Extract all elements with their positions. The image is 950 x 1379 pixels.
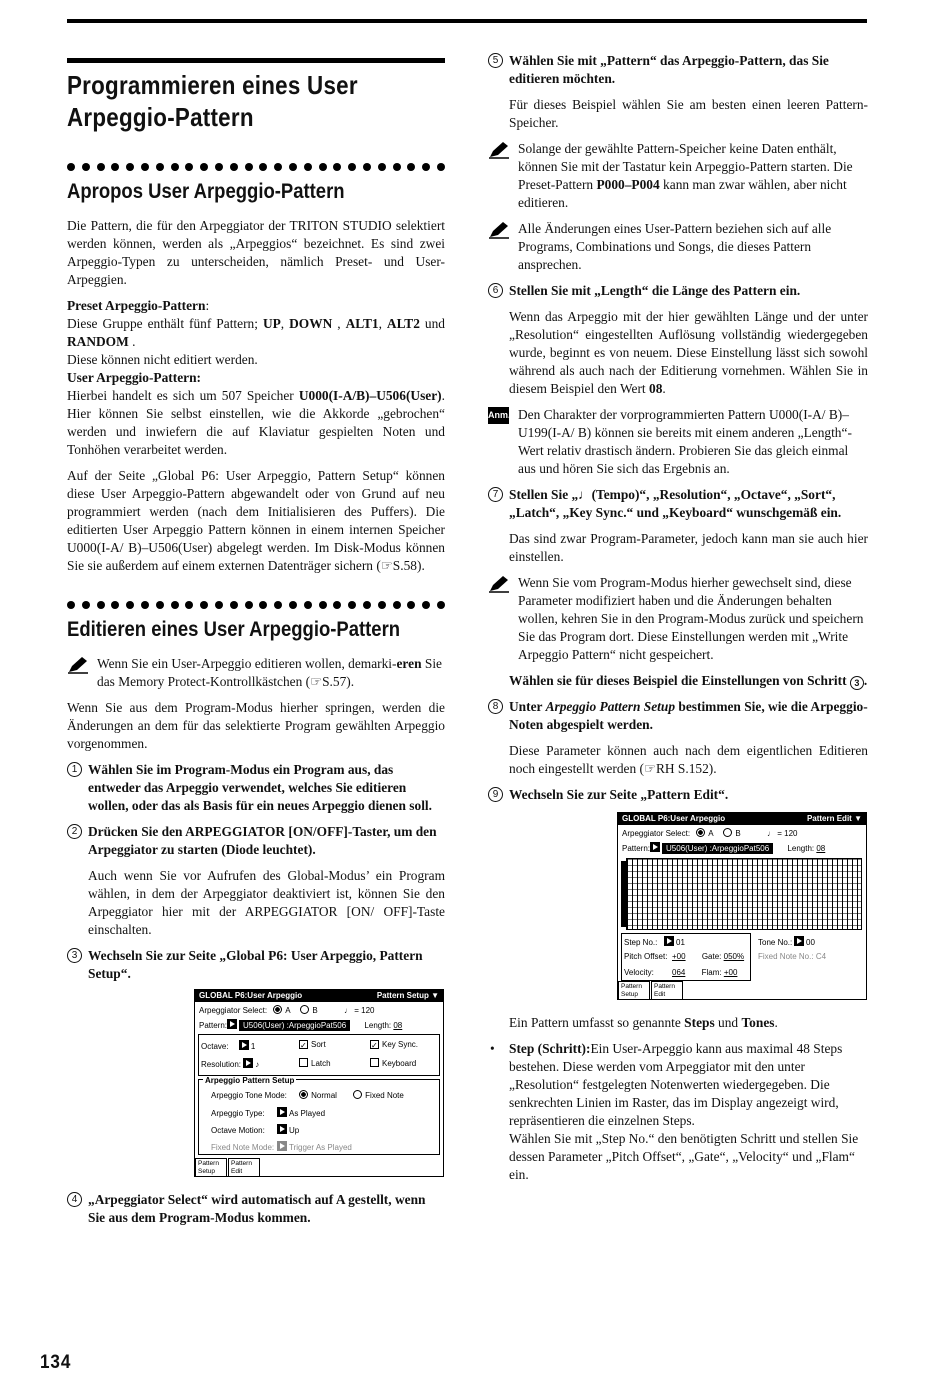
section-title-apropos: Apropos User Arpeggio-Pattern: [67, 180, 345, 203]
pencil-note-icon: [67, 656, 89, 674]
tone-fixed-radio[interactable]: [353, 1090, 362, 1099]
program-mode-paragraph: Wenn Sie aus dem Program-Modus hierher springen, werden die Änderungen an dem für das selektierte Program gewählten Arpeggio vorgenommen.: [67, 700, 445, 751]
page-number: 134: [40, 1352, 72, 1373]
note-memory-protect: [67, 655, 445, 691]
lcd2-arp-select-row: [622, 828, 797, 839]
step6-value: 08: [649, 381, 663, 396]
lcd2-tabs: [618, 981, 684, 999]
lcd1-motion-row: [211, 1124, 299, 1136]
lcd1-keysync: Key Sync.: [382, 1040, 419, 1049]
section-title-editieren: Editieren eines User Arpeggio-Pattern: [67, 618, 401, 641]
lcd1-octave-label: Octave:: [201, 1042, 229, 1051]
radio-a[interactable]: [273, 1005, 282, 1014]
lcd1-length-value[interactable]: 08: [393, 1021, 403, 1030]
anm-text: Den Charakter der vorprogrammierten Pattern U000(I-A/ B)–U199(I-A/ B) können sie bereits mit einem anderen „Length“-Wert relativ drastisch ändern. Probieren Sie das gleich einmal aus und hören Sie sich das Ergebnis an.: [518, 407, 852, 476]
lcd1-tone-label: Arpeggio Tone Mode:: [211, 1091, 287, 1100]
lcd1-motion-label: Octave Motion:: [211, 1126, 265, 1135]
lcd1-resolution-value: ♪: [255, 1060, 260, 1069]
bullet-step-label: Step (Schritt):: [509, 1041, 591, 1056]
preset-alt2: ALT2: [386, 316, 420, 331]
tab-pattern-edit[interactable]: Pattern Edit: [228, 1158, 260, 1176]
note-empty-pattern: [488, 140, 868, 212]
sort-checkbox[interactable]: ✓: [300, 1041, 307, 1050]
step4-number: 4: [67, 1192, 82, 1207]
example-step-number: 3: [850, 676, 864, 690]
preset-note: Diese können nicht editiert werden.: [67, 352, 258, 367]
step6-description: [488, 308, 868, 398]
lcd1-tone-normal: Normal: [311, 1091, 337, 1100]
step-1: [67, 761, 445, 815]
step-3: [67, 947, 445, 983]
step8-description: Diese Parameter können auch nach dem eigentlichen Editieren noch eingestellt werden (☞RH S.152).: [509, 743, 868, 776]
pencil-note-icon: [488, 221, 510, 239]
lcd1-tone-row: [211, 1090, 404, 1101]
lcd1-latch: Latch: [311, 1059, 331, 1068]
preset-dot: .: [128, 334, 136, 349]
section-dots-2: [67, 601, 445, 609]
step1-number: 1: [67, 762, 82, 777]
after-text-a: Ein Pattern umfasst so genannte: [509, 1015, 685, 1030]
step6-desc-a: Wenn das Arpeggio mit der hier gewählten Länge und der unter „Resolution“ eingestellten Auflösung vollständig wiedergegeben wurde, beginnt es von neuem. Diese Einstellung lässt sich sowohl während als auch nach der Editierung vornehmen. Wählen Sie in diesem Beispiel den Wert: [509, 309, 868, 396]
user-heading: User Arpeggio-Pattern:: [67, 370, 201, 385]
lcd1-title: GLOBAL P6:User Arpeggio: [199, 991, 303, 1000]
page-title-line2: Arpeggio-Pattern: [67, 102, 254, 132]
step7-description: Das sind zwar Program-Parameter, jedoch kann man sie auch hier einstellen.: [509, 531, 868, 564]
lcd1-tabs: [195, 1158, 261, 1176]
step4-text: „Arpeggiator Select“ wird automatisch auf A gestellt, wenn Sie aus dem Program-Modus kommen.: [88, 1192, 426, 1225]
lcd1-pattern-label: Pattern:: [199, 1021, 228, 1030]
page-menu-icon[interactable]: ▼: [854, 814, 862, 823]
fixed-select-icon: [277, 1141, 287, 1151]
lcd2-arp-select-label: Arpeggiator Select:: [622, 829, 691, 838]
step5-text: Wählen Sie mit „Pattern“ das Arpeggio-Pattern, das Sie editieren möchten.: [509, 53, 829, 86]
lcd2-velocity-row: [624, 968, 737, 978]
step7-text: Stellen Sie „♩(Tempo)“, „Resolution“, „Octave“, „Sort“, „Latch“, „Key Sync.“ und „Keyboard“ wunschgemäß ein.: [509, 487, 842, 520]
lcd1-titlebar: [195, 990, 443, 1002]
lcd1-length-label: Length:: [364, 1021, 392, 1030]
page-title-line1: Programmieren eines User: [67, 70, 358, 100]
step8-italic: Arpeggio Pattern Setup: [545, 699, 676, 714]
step8-text-b: bestimmen Sie, wie die Arpeggio-Noten abgespielt werden.: [509, 699, 868, 732]
lcd2-velocity-value[interactable]: 064: [672, 968, 686, 977]
lcd-pattern-edit: [617, 812, 867, 1000]
lcd2-page: Pattern Edit: [806, 814, 852, 823]
lcd1-fixed-label: Fixed Note Mode:: [211, 1143, 275, 1152]
lcd1-sort: Sort: [311, 1040, 326, 1049]
pencil-note-icon: [488, 575, 510, 593]
after-steps: Steps: [684, 1015, 715, 1030]
lcd2-arp-a: A: [708, 829, 714, 838]
bullet-step: [488, 1040, 868, 1184]
step7-number: 7: [488, 487, 503, 502]
step-7: [488, 486, 868, 522]
lcd2-length-value[interactable]: 08: [816, 844, 826, 853]
right-column: [488, 52, 868, 1184]
note-program-params: [488, 574, 868, 664]
step1-text: Wählen Sie im Program-Modus ein Program aus, das entweder das Arpeggio verwendet, welches Sie editieren wollen, oder das als Basis für ein neues Arpeggio dienen soll.: [88, 762, 432, 813]
lcd1-latch-row: [299, 1058, 331, 1069]
user-text-a: Hierbei handelt es sich um 507 Speicher: [67, 388, 299, 403]
preset-colon: :: [205, 298, 210, 313]
preset-sep1: ,: [280, 316, 290, 331]
step-2: [67, 823, 445, 859]
note1-text-a: Wenn Sie ein User-Arpeggio editieren wollen, demarki-: [97, 656, 397, 671]
step-9: [488, 786, 868, 804]
lcd2-pattern-row: [622, 842, 825, 854]
step-5: [488, 52, 868, 88]
note-anm: [488, 406, 868, 478]
lcd2-tempo[interactable]: ♩ = 120: [767, 829, 798, 838]
radio-a[interactable]: [696, 828, 705, 837]
step-6: [488, 282, 868, 300]
step2-number: 2: [67, 824, 82, 839]
step2-text: Drücken Sie den ARPEGGIATOR [ON/OFF]-Taster, um den Arpeggiator zu starten (Diode leuchtet).: [88, 824, 437, 857]
step5-number: 5: [488, 53, 503, 68]
user-text-b: . Hier können Sie selbst einstellen, wie die Akkorde „gebrochen“ werden und inwiefern die auf Klaviatur gespielten Noten und Tonhöhen verarbeitet werden.: [67, 388, 445, 457]
tab-pattern-setup[interactable]: Pattern Setup: [618, 981, 650, 999]
lcd2-stepno-value: 01: [676, 938, 685, 947]
preset-alt1: ALT1: [345, 316, 379, 331]
lcd2-toneno-row: [758, 936, 815, 948]
lcd2-fixed-row: [758, 952, 826, 962]
note1-bold: eren: [396, 656, 422, 671]
lcd2-pattern-field[interactable]: U506(User) :ArpeggioPat506: [662, 843, 773, 854]
global-paragraph: Auf der Seite „Global P6: User Arpeggio, Pattern Setup“ können diese User Arpeggio-Pattern abgewandelt oder von Grund auf neu programmiert werden (nach dem Initialisieren des Puffers). Die editierten User Arpeggio Pattern können in einem internen Speicher U000(I-A/ B)–U506(User) abgelegt werden. Im Disk-Modus können Sie sie außerdem auf einem externen Datenträger sichern (☞S.58).: [67, 468, 445, 573]
radio-b[interactable]: [723, 828, 732, 837]
lcd1-page: Pattern Setup: [376, 991, 429, 1000]
example-settings-line: [488, 672, 868, 690]
lcd2-title: GLOBAL P6:User Arpeggio: [622, 814, 726, 823]
lcd2-stepno-row: [624, 936, 685, 948]
step9-text: Wechseln Sie zur Seite „Pattern Edit“.: [509, 787, 729, 802]
lcd2-pitch-row: [624, 952, 744, 962]
pencil-note-icon: [488, 141, 510, 159]
step6-desc-b: .: [662, 381, 666, 396]
motion-select-icon[interactable]: [277, 1124, 287, 1134]
note3-text: Alle Änderungen eines User-Pattern beziehen sich auf alle Programs, Combinations und Songs, die dieses Pattern ansprechen.: [518, 221, 832, 272]
example-text: Wählen sie für dieses Beispiel die Einstellungen von Schritt: [509, 673, 850, 688]
note4-text: Wenn Sie vom Program-Modus hierher gewechselt sind, diese Parameter modifiziert haben und die Änderungen behalten wollen, kehren Sie in den Program-Modus zurück und speichern Sie das Program dort. Diese Einstellungen werden mit „Write Arpeggio Pattern“ nicht gespeichert.: [518, 575, 864, 662]
lcd2-toneno-value: 00: [806, 938, 815, 947]
lcd2-pattern-label: Pattern:: [622, 844, 651, 853]
step8-number: 8: [488, 699, 503, 714]
lcd1-tempo[interactable]: ♩ = 120: [344, 1006, 375, 1015]
preset-und: und: [419, 316, 445, 331]
note2-text-a: Solange der gewählte Pattern-Speicher keine Daten enthält, können Sie mit der Tastatur kein Arpeggio-Pattern starten. Die Preset-Pattern: [518, 141, 853, 192]
steps-tones-line: [488, 1014, 868, 1032]
preset-sep3: ,: [378, 316, 387, 331]
lcd2-fixed-value: C4: [815, 952, 827, 961]
latch-checkbox[interactable]: [299, 1058, 308, 1067]
lcd1-keyboard-row: [370, 1058, 416, 1069]
lcd1-pattern-row: [199, 1019, 402, 1031]
lcd1-arp-b: B: [312, 1006, 318, 1015]
lcd1-type-value: As Played: [289, 1109, 326, 1118]
step3-text: Wechseln Sie zur Seite „Global P6: User Arpeggio, Pattern Setup“.: [88, 948, 423, 981]
keyboard-checkbox[interactable]: [370, 1058, 379, 1067]
tone-normal-radio[interactable]: [299, 1090, 308, 1099]
note2-bold: P000–P004: [596, 177, 660, 192]
step8-text-a: Unter: [509, 699, 546, 714]
pattern-select-icon[interactable]: [650, 842, 660, 852]
lcd2-flam-value[interactable]: +00: [723, 968, 738, 977]
lcd1-keysync-row: [370, 1040, 418, 1050]
lcd-pattern-setup: [194, 989, 444, 1177]
lcd2-pitch-value[interactable]: +00: [672, 952, 686, 961]
step-4: [67, 1191, 445, 1227]
anm-icon: Anm.: [488, 407, 509, 424]
lcd1-arp-a: A: [285, 1006, 291, 1015]
lcd1-arp-select-row: [199, 1005, 374, 1016]
preset-paragraph: [67, 297, 445, 459]
lcd1-arp-select-label: Arpeggiator Select:: [199, 1006, 268, 1015]
lcd1-resolution-label: Resolution:: [201, 1060, 242, 1069]
lcd2-arp-b: B: [735, 829, 741, 838]
preset-sep2: ,: [332, 316, 346, 331]
lcd1-resolution-row: [201, 1058, 259, 1070]
tab-pattern-edit[interactable]: Pattern Edit: [651, 981, 683, 999]
lcd2-length-label: Length:: [787, 844, 815, 853]
bullet-step-text2: Wählen Sie mit „Step No.“ den benötigten Schritt und stellen Sie dessen Parameter „Pitch Offset“, „Gate“, „Velocity“ und „Flam“ ein.: [509, 1131, 859, 1182]
after-end: .: [774, 1015, 778, 1030]
preset-down: DOWN: [289, 316, 333, 331]
note-user-pattern: [488, 220, 868, 274]
note1-text-b: Sie das Memory Protect-Kontrollkästchen (☞S.57).: [97, 656, 442, 689]
stepno-select-icon[interactable]: [664, 936, 674, 946]
example-end: .: [863, 673, 868, 688]
step2-description: Auch wenn Sie vor Aufrufen des Global-Modus’ ein Program wählen, in dem der Arpeggiator deaktiviert ist, können Sie den Arpeggiator hier mit der ARPEGGIATOR [ON/ OFF]-Taste einschalten.: [88, 868, 445, 937]
intro-paragraph: Die Pattern, die für den Arpeggiator der TRITON STUDIO selektiert werden können, werden als „Arpeggios“ bezeichnet. Es sind zwei Arpeggio-Typen zu unterscheiden, nämlich Preset- und User-Arpeggien.: [67, 218, 445, 287]
step5-description: Für dieses Beispiel wählen Sie am besten einen leeren Pattern-Speicher.: [509, 97, 868, 130]
radio-b[interactable]: [300, 1005, 309, 1014]
grid-tone-ruler: [621, 861, 627, 927]
lcd2-velocity-label: Velocity:: [624, 968, 654, 977]
left-column: [67, 52, 445, 1227]
preset-random: RANDOM: [67, 334, 129, 349]
step-8: [488, 698, 868, 734]
lcd2-stepno-label: Step No.:: [624, 938, 658, 947]
lcd2-titlebar: [618, 813, 866, 825]
lcd1-tone-fixed: Fixed Note: [365, 1091, 404, 1100]
lcd2-pitch-label: Pitch Offset:: [624, 952, 668, 961]
step6-text: Stellen Sie mit „Length“ die Länge des Pattern ein.: [509, 283, 801, 298]
step3-number: 3: [67, 948, 82, 963]
lcd1-motion-value: Up: [289, 1126, 300, 1135]
tab-pattern-setup[interactable]: Pattern Setup: [195, 1158, 227, 1176]
after-und: und: [714, 1015, 742, 1030]
lcd2-gate-label: Gate:: [701, 952, 722, 961]
bullet-step-text: Ein User-Arpeggio kann aus maximal 48 Steps bestehen. Diese werden vom Arpeggiator mit den unter „Resolution“ festgelegten Notenwerten wiedergegeben. Die senkrechten Linien im Raster, das im Display angezeigt wird, repräsentieren die einzelnen Steps.: [509, 1041, 843, 1128]
lcd1-setup-title: Arpeggio Pattern Setup: [205, 1076, 295, 1085]
lcd1-fixed-row: [211, 1141, 352, 1153]
section-dots-1: [67, 163, 445, 171]
preset-text: Diese Gruppe enthält fünf Pattern;: [67, 316, 263, 331]
lcd1-octave-row: [201, 1040, 255, 1052]
toneno-select-icon[interactable]: [794, 936, 804, 946]
lcd1-fixed-value: Trigger As Played: [289, 1143, 352, 1152]
step6-number: 6: [488, 283, 503, 298]
preset-up: UP: [262, 316, 281, 331]
user-range: U000(I-A/B)–U506(User): [298, 388, 442, 403]
keysync-checkbox[interactable]: ✓: [371, 1041, 378, 1050]
lcd1-pattern-field[interactable]: U506(User) :ArpeggioPat506: [239, 1020, 350, 1031]
lcd2-gate-value[interactable]: 050%: [723, 952, 745, 961]
top-rule: [67, 19, 867, 23]
lcd2-flam-label: Flam:: [701, 968, 722, 977]
lcd1-type-row: [211, 1107, 325, 1119]
pattern-edit-grid[interactable]: [626, 858, 862, 930]
after-tones: Tones: [741, 1015, 775, 1030]
title-rule: [67, 58, 445, 63]
lcd1-octave-value: 1: [250, 1042, 256, 1051]
octave-select-icon[interactable]: [239, 1040, 249, 1050]
note2-text-b: kann man zwar wählen, aber nicht editieren.: [518, 177, 847, 210]
pattern-select-icon[interactable]: [227, 1019, 237, 1029]
lcd2-toneno-label: Tone No.:: [758, 938, 793, 947]
resolution-select-icon[interactable]: [243, 1058, 253, 1068]
lcd2-fixed-label: Fixed Note No.:: [758, 952, 814, 961]
lcd1-keyboard: Keyboard: [382, 1059, 417, 1068]
lcd1-type-label: Arpeggio Type:: [211, 1109, 265, 1118]
lcd1-sort-row: [299, 1040, 326, 1050]
step9-number: 9: [488, 787, 503, 802]
preset-heading: Preset Arpeggio-Pattern: [67, 298, 206, 313]
type-select-icon[interactable]: [277, 1107, 287, 1117]
page-menu-icon[interactable]: ▼: [431, 991, 439, 1000]
